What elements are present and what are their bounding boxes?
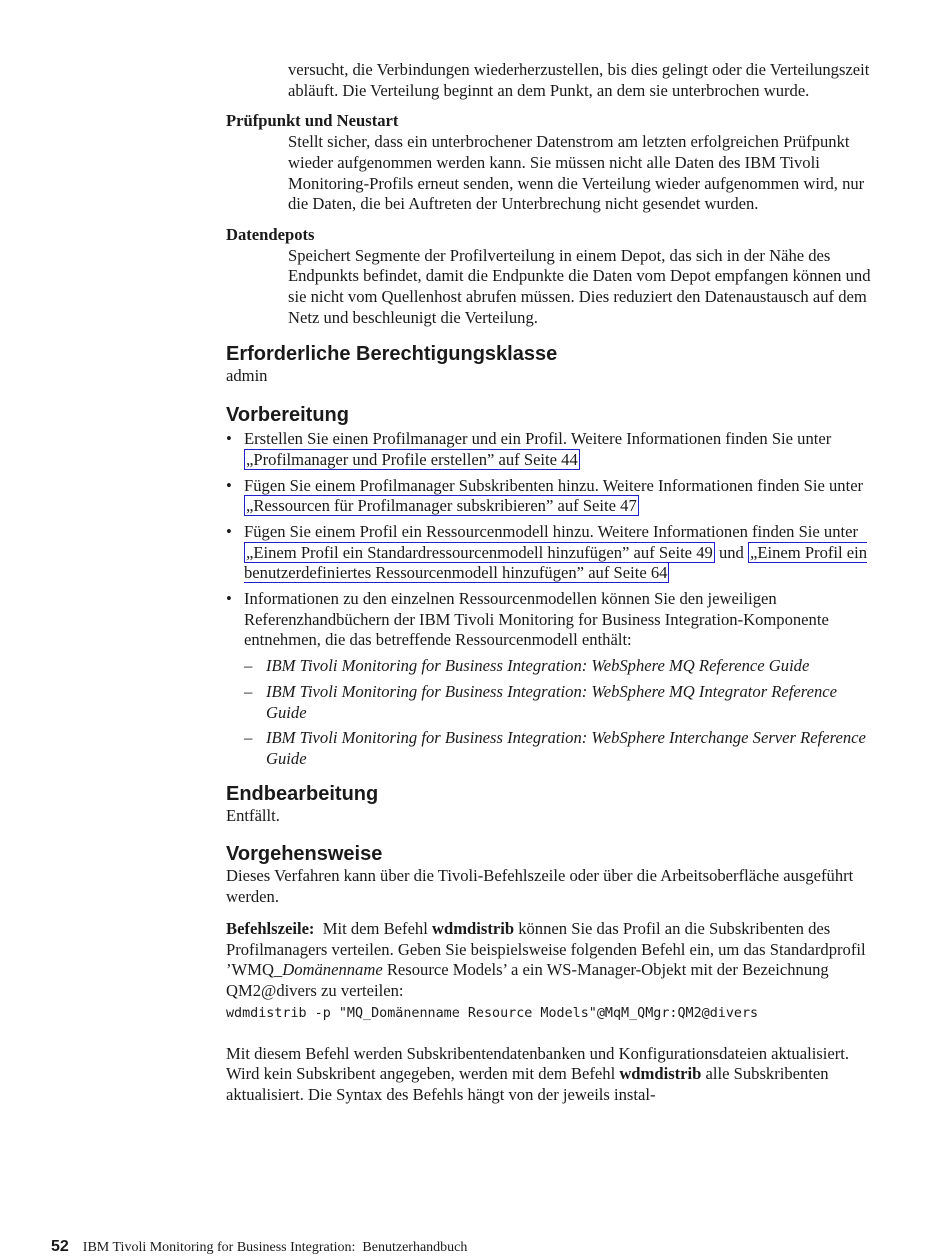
section-heading: Vorbereitung: [226, 404, 349, 427]
page-number: 52: [51, 1238, 69, 1255]
definition-term: Prüfpunkt und Neustart: [226, 111, 399, 131]
definition-description: Speichert Segmente der Profilverteilung in einem Depot, das sich in der Nähe des Endpunkts befindet, damit die Endpunkte die Daten vom Depot empfangen können und sie nicht vom Quellenhost abrufen müssen. Dies reduziert den Datenaustausch auf dem Netz und beschleunigt die Verteilung.: [288, 245, 871, 327]
paragraph-text: alle Subskribenten aktualisiert. Die Syntax des Befehls hängt von der jeweils instal-: [226, 1064, 829, 1105]
guide-item: [244, 682, 878, 723]
book-title: IBM Tivoli Monitoring for Business Integration: Benutzerhandbuch: [82, 1240, 468, 1255]
section-value: admin: [226, 366, 268, 386]
prep-list: [226, 429, 878, 770]
befehlszeile-label: Befehlszeile:: [226, 918, 315, 938]
paragraph-text: können Sie das Profil an die Subskribenten des Profilmanagers verteilen. Geben Sie beispielsweise folgenden Befehl ein, um das Standardprofil ’WMQ_: [226, 918, 866, 980]
xref-link[interactable]: „Ressourcen für Profilmanager subskribieren” auf Seite 47: [246, 496, 637, 516]
section-heading: Endbearbeitung: [226, 782, 379, 805]
section-heading: Vorgehensweise: [226, 843, 383, 866]
page-content: [226, 60, 878, 1106]
paragraph-text: Mit dem Befehl: [314, 918, 432, 938]
definition-checkpoint-restart: [226, 111, 878, 215]
befehlszeile-paragraph: [226, 919, 878, 1002]
guide-title: IBM Tivoli Monitoring for Business Integration: WebSphere MQ Reference Guide: [266, 656, 810, 676]
command-name: wdmdistrib: [619, 1064, 702, 1084]
section-value: Entfällt.: [226, 805, 280, 825]
command-effect-paragraph: [226, 1044, 878, 1106]
list-item-text: Erstellen Sie einen Profilmanager und ein Profil. Weitere Informationen finden Sie unter: [244, 429, 832, 449]
dash-marker: –: [244, 728, 253, 748]
list-item-text: Fügen Sie einem Profil ein Ressourcenmodell hinzu. Weitere Informationen finden Sie unter: [244, 521, 859, 541]
paragraph-text: Mit diesem Befehl werden Subskribentendatenbanken und Konfigurationsdateien aktualisiert. Wird kein Subskribent angegeben, werden mit dem Befehl: [226, 1043, 850, 1084]
paragraph-italic: Domänenname: [282, 960, 383, 980]
xref-link[interactable]: „Einem Profil ein benutzerdefiniertes Ressourcenmodell hinzufügen” auf Seite 64: [244, 542, 868, 583]
xref-link[interactable]: „Einem Profil ein Standardressourcenmodell hinzufügen” auf Seite 49: [246, 542, 713, 562]
list-item: [226, 589, 878, 770]
xref-link[interactable]: „Profilmanager und Profile erstellen” auf Seite 44: [246, 449, 578, 469]
intro-continuation: versucht, die Verbindungen wiederherzustellen, bis dies gelingt oder die Verteilungszeit abläuft. Die Verteilung beginnt an dem Punkt, an dem sie unterbrochen wurde.: [288, 60, 870, 100]
dash-marker: –: [244, 656, 253, 676]
list-item-text: Fügen Sie einem Profilmanager Subskribenten hinzu. Weitere Informationen finden Sie unter: [244, 475, 864, 495]
section-vorbereitung: [226, 403, 878, 770]
guide-title: IBM Tivoli Monitoring for Business Integration: WebSphere MQ Integrator Reference Guide: [266, 681, 838, 722]
code-example: wdmdistrib -p "MQ_Domänenname Resource Models"@MqM_QMgr:QM2@divers: [226, 1005, 759, 1021]
definition-data-depots: [226, 225, 878, 329]
list-item: [226, 476, 878, 517]
list-item: [226, 429, 878, 470]
list-item: [226, 522, 878, 584]
section-vorgehensweise: [226, 842, 878, 1105]
dash-marker: –: [244, 681, 253, 701]
page-footer: [51, 1237, 467, 1259]
section-endbearbeitung: [226, 782, 878, 827]
guide-list: [244, 656, 878, 770]
list-item-text: Informationen zu den einzelnen Ressourcenmodellen können Sie den jeweiligen Referenzhandbüchern der IBM Tivoli Monitoring for Business Integration-Komponente entnehmen, die das betreffende Ressourcenmodell enthält:: [244, 589, 829, 650]
guide-item: [244, 656, 878, 677]
list-item-text: und: [714, 542, 748, 562]
command-name: wdmdistrib: [432, 918, 515, 938]
guide-title: IBM Tivoli Monitoring for Business Integration: WebSphere Interchange Server Reference Guide: [266, 728, 866, 768]
paragraph-text: Resource Models’ a ein WS-Manager-Objekt mit der Bezeichnung QM2@divers zu verteilen:: [226, 960, 829, 1000]
definition-term: Datendepots: [226, 224, 315, 244]
definition-description: Stellt sicher, dass ein unterbrochener Datenstrom am letzten erfolgreichen Prüfpunkt wieder aufgenommen werden kann. Sie müssen nicht alle Daten des IBM Tivoli Monitoring-Profils erneut senden, wenn die Verteilung wieder aufgenommen wird, nur die Daten, die bei Auftreten der Unterbrechung nicht gesendet wurden.: [288, 132, 865, 214]
procedure-intro: Dieses Verfahren kann über die Tivoli-Befehlszeile oder über die Arbeitsoberfläche ausgeführt werden.: [226, 866, 854, 907]
guide-item: [244, 728, 878, 769]
section-heading: Erforderliche Berechtigungsklasse: [226, 343, 558, 366]
section-berechtigung: [226, 342, 878, 387]
